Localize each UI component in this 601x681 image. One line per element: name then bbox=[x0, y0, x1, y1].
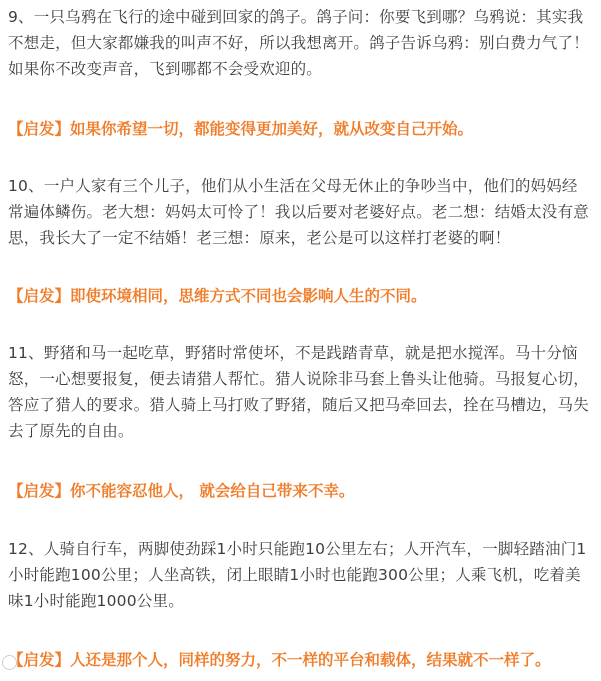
story-9-paragraph bbox=[8, 4, 596, 82]
story-9-insight: 【启发】如果你希望一切，都能变得更加美好，就从改变自己开始。 bbox=[8, 120, 474, 138]
story-9-line-3: 如果你不改变声音，飞到哪都不会受欢迎的。 bbox=[8, 60, 323, 78]
story-12-line-2: 小时能跑100公里；人坐高铁，闭上眼睛1小时也能跑300公里；人乘飞机，吃着美 bbox=[8, 566, 581, 584]
story-12-line-3: 味1小时能跑1000公里。 bbox=[8, 592, 184, 610]
story-11-line-2: 怒，一心想要报复，便去请猎人帮忙。猎人说除非马套上鲁头让他骑。马报复心切， bbox=[8, 370, 589, 388]
story-11-line-4: 去了原先的自由。 bbox=[8, 422, 134, 440]
story-10-insight: 【启发】即使环境相同，思维方式不同也会影响人生的不同。 bbox=[8, 287, 427, 305]
story-12-insight: 【启发】人还是那个人，同样的努力，不一样的平台和载体，结果就不一样了。 bbox=[8, 651, 551, 669]
story-12-line-1: 12、人骑自行车，两脚使劲踩1小时只能跑10公里左右；人开汽车，一脚轻踏油门1 bbox=[8, 540, 587, 558]
story-10-line-3: 思，我长大了一定不结婚！老三想：原来，老公是可以这样打老婆的啊！ bbox=[8, 229, 511, 247]
story-10-line-1: 10、一户人家有三个儿子，他们从小生活在父母无休止的争吵当中，他们的妈妈经 bbox=[8, 177, 578, 195]
story-11-paragraph bbox=[8, 340, 596, 444]
story-11-insight: 【启发】你不能容忍他人， 就会给自己带来不幸。 bbox=[8, 482, 355, 500]
story-9-line-1: 9、一只乌鸦在飞行的途中碰到回家的鸽子。鸽子问：你要飞到哪？乌鸦说：其实我 bbox=[8, 8, 584, 26]
story-9-line-2: 不想走，但大家都嫌我的叫声不好，所以我想离开。鸽子告诉乌鸦：别白费力气了！ bbox=[8, 34, 589, 52]
story-10-line-2: 常遍体鳞伤。老大想：妈妈太可怜了！我以后要对老婆好点。老二想：结婚太没有意 bbox=[8, 203, 589, 221]
watermark-logo-icon bbox=[2, 655, 17, 670]
watermark bbox=[2, 655, 17, 670]
story-12-paragraph bbox=[8, 536, 596, 614]
story-10-paragraph bbox=[8, 173, 596, 251]
story-11-line-1: 11、野猪和马一起吃草，野猪时常使坏，不是践踏青草，就是把水搅浑。马十分恼 bbox=[8, 344, 578, 362]
story-11-line-3: 答应了猎人的要求。猎人骑上马打败了野猪，随后又把马牵回去，拴在马槽边，马失 bbox=[8, 396, 589, 414]
